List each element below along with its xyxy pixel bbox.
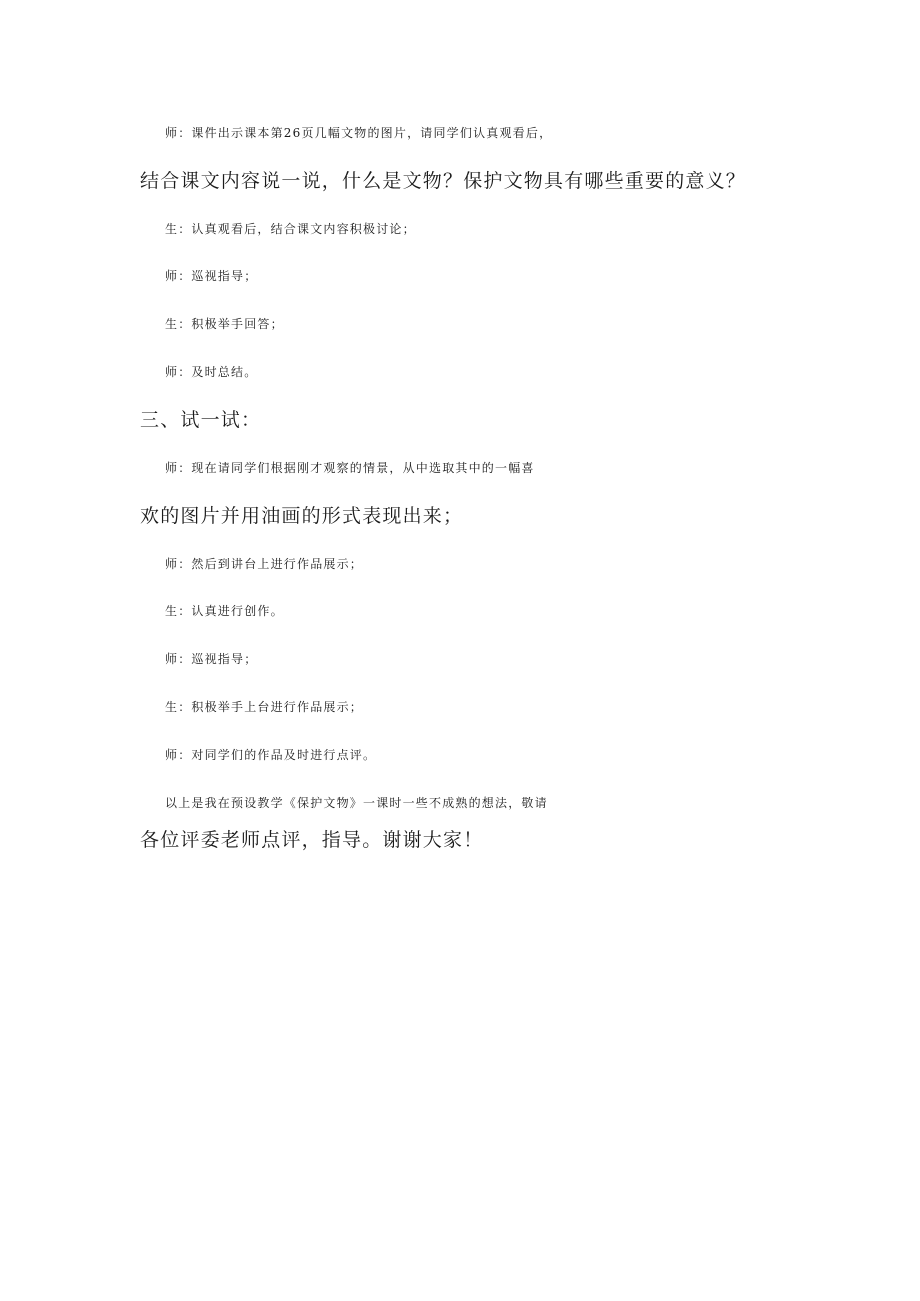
paragraph-line: 师：及时总结。 — [165, 365, 258, 379]
paragraph-line: 师：课件出示课本第26页几幅文物的图片，请同学们认真观看后， — [165, 126, 553, 140]
paragraph-line: 生：积极举手回答； — [165, 317, 284, 331]
paragraph-line: 师：巡视指导； — [165, 652, 258, 666]
paragraph-line: 师：对同学们的作品及时进行点评。 — [165, 748, 377, 762]
paragraph-line: 师：现在请同学们根据刚才观察的情景，从中选取其中的一幅喜 — [165, 461, 535, 475]
paragraph-line: 师：然后到讲台上进行作品展示； — [165, 557, 364, 571]
closing-line: 以上是我在预设教学《保护文物》一课时一些不成熟的想法，敬请 — [165, 796, 548, 810]
paragraph-line: 师：巡视指导； — [165, 269, 258, 283]
closing-line: 各位评委老师点评，指导。谢谢大家！ — [140, 829, 484, 851]
section-heading: 三、试一试： — [140, 409, 262, 431]
paragraph-line: 欢的图片并用油画的形式表现出来； — [140, 505, 464, 527]
paragraph-line: 结合课文内容说一说，什么是文物？保护文物具有哪些重要的意义？ — [140, 170, 747, 192]
paragraph-line: 生：认真观看后，结合课文内容积极讨论； — [165, 222, 416, 236]
paragraph-line: 生：积极举手上台进行作品展示； — [165, 700, 364, 714]
paragraph-line: 生：认真进行创作。 — [165, 604, 284, 618]
